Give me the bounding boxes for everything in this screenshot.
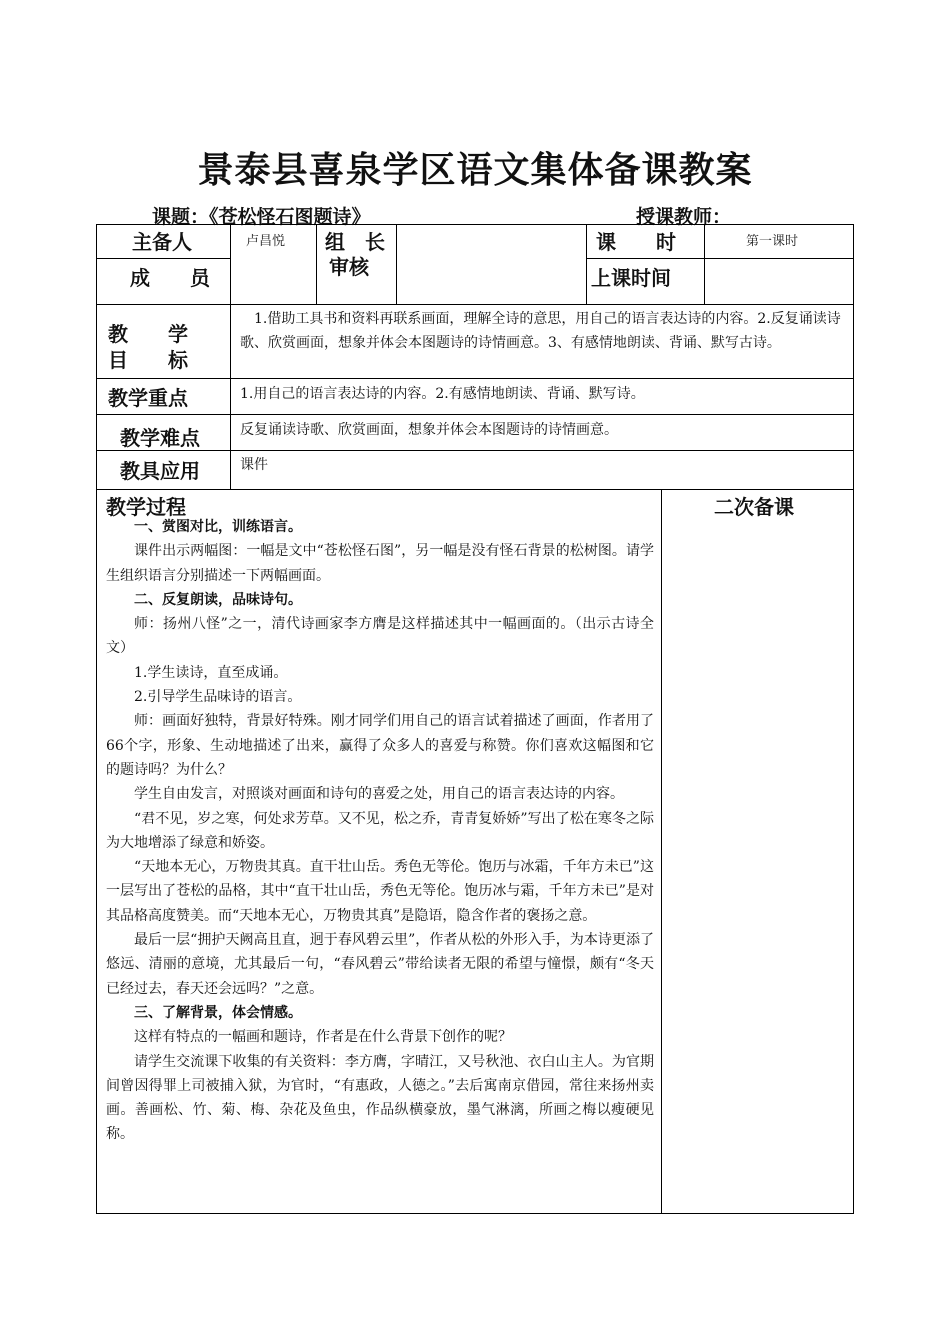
review-label: 审核 [329, 255, 369, 279]
divider [230, 304, 231, 489]
divider [586, 258, 854, 259]
goals-label-line2: 目 标 [108, 348, 188, 372]
divider [96, 489, 854, 490]
divider [230, 224, 231, 304]
section-heading: 二、反复朗读，品味诗句。 [134, 591, 302, 608]
process-paragraph: 这样有特点的一幅画和题诗，作者是在什么背景下创作的呢？ [134, 1029, 512, 1046]
process-paragraph: 2.引导学生品味诗的语言。 [134, 689, 302, 706]
section-heading: 三、了解背景，体会情感。 [134, 1004, 302, 1021]
second-prep-label: 二次备课 [714, 495, 794, 519]
goals-label-line1: 教 学 [108, 322, 188, 346]
divider [396, 224, 397, 304]
process-paragraph: 课件出示两幅图：一幅是文中“苍松怪石图”，另一幅是没有怪石背景的松树图。请学生组织语言分别描述一下两幅画面。 [106, 543, 654, 584]
divider [586, 224, 587, 304]
process-paragraph: “君不见，岁之寒，何处求芳草。又不见，松之乔，青青复娇娇”写出了松在寒冬之际为大地增添了绿意和娇姿。 [106, 810, 654, 851]
lead-preparer-value: 卢昌悦 [246, 234, 286, 249]
divider [96, 414, 854, 415]
lead-preparer-label: 主备人 [132, 230, 192, 254]
teacher-label: 授课教师： [636, 206, 732, 228]
process-paragraph: 1.学生读诗，直至成诵。 [134, 664, 288, 681]
difficulties-label: 教学难点 [120, 426, 200, 450]
period-value: 第一课时 [746, 234, 799, 249]
process-paragraph: 师：扬州八怪”之一，清代诗画家李方膺是这样描述其中一幅画面的。（出示古诗全文） [106, 616, 654, 657]
tools-label: 教具应用 [120, 459, 200, 483]
period-label: 课 时 [596, 230, 676, 254]
divider [316, 224, 317, 304]
divider [96, 378, 854, 379]
key-points-text: 1.用自己的语言表达诗的内容。2.有感情地朗读、背诵、默写诗。 [240, 386, 645, 402]
process-paragraph: 最后一层“拥护天阙高且直，迥于春风碧云里”，作者从松的外形入手，为本诗更添了悠远、清丽的意境，尤其最后一句，“春风碧云”带给读者无限的希望与憧憬，颇有“冬天已经过去，春天还会远吗？”之意。 [106, 932, 654, 997]
process-paragraph: 请学生交流课下收集的有关资料：李方膺，字晴江，又号秋池、衣白山主人。为官期间曾因得罪上司被捕入狱，为官时，“有惠政，人德之。”去后寓南京借园，常往来扬州卖画。善画松、竹、菊、梅、杂花及鱼虫，作品纵横豪放，墨气淋漓，所画之梅以瘦硬见称。 [106, 1053, 654, 1143]
process-paragraph: 学生自由发言，对照谈对画面和诗句的喜爱之处，用自己的语言表达诗的内容。 [134, 786, 624, 803]
lesson-title: 课题：《苍松怪石图题诗》 [152, 206, 371, 228]
difficulties-text: 反复诵读诗歌、欣赏画面，想象并体会本图题诗的诗情画意。 [240, 422, 618, 438]
process-paragraph: “天地本无心，万物贵其真。直干壮山岳。秀色无等伦。饱历与冰霜，千年方未已”这一层写出了苍松的品格，其中“直干壮山岳，秀色无等伦。饱历冰与霜，千年方未已”是对其品格高度赞美。而“天地本无心，万物贵其真”是隐语，隐含作者的褒扬之意。 [106, 859, 654, 924]
divider [96, 258, 230, 259]
divider [96, 304, 854, 305]
divider [661, 489, 662, 1214]
divider [96, 450, 854, 451]
page-title: 景泰县喜泉学区语文集体备课教案 [197, 150, 753, 191]
goals-text: 1.借助工具书和资料再联系画面，理解全诗的意思，用自己的语言表达诗的内容。2.反复诵读诗歌、欣赏画面，想象并体会本图题诗的诗情画意。3、有感情地朗读、背诵、默写古诗。 [240, 311, 841, 351]
section-heading: 一、赏图对比，训练语言。 [134, 519, 302, 535]
members-label: 成 员 [130, 266, 210, 290]
divider [704, 224, 705, 304]
process-body [106, 515, 654, 1147]
class-time-label: 上课时间 [591, 266, 671, 290]
process-label: 教学过程 [106, 495, 186, 519]
group-leader-label: 组 长 [325, 230, 385, 254]
tools-text: 课件 [240, 457, 268, 473]
key-points-label: 教学重点 [108, 386, 188, 410]
process-paragraph: 师：画面好独特，背景好特殊。刚才同学们用自己的语言试着描述了画面，作者用了66个字，形象、生动地描述了出来，赢得了众多人的喜爱与称赞。你们喜欢这幅图和它的题诗吗？为什么？ [106, 713, 654, 778]
